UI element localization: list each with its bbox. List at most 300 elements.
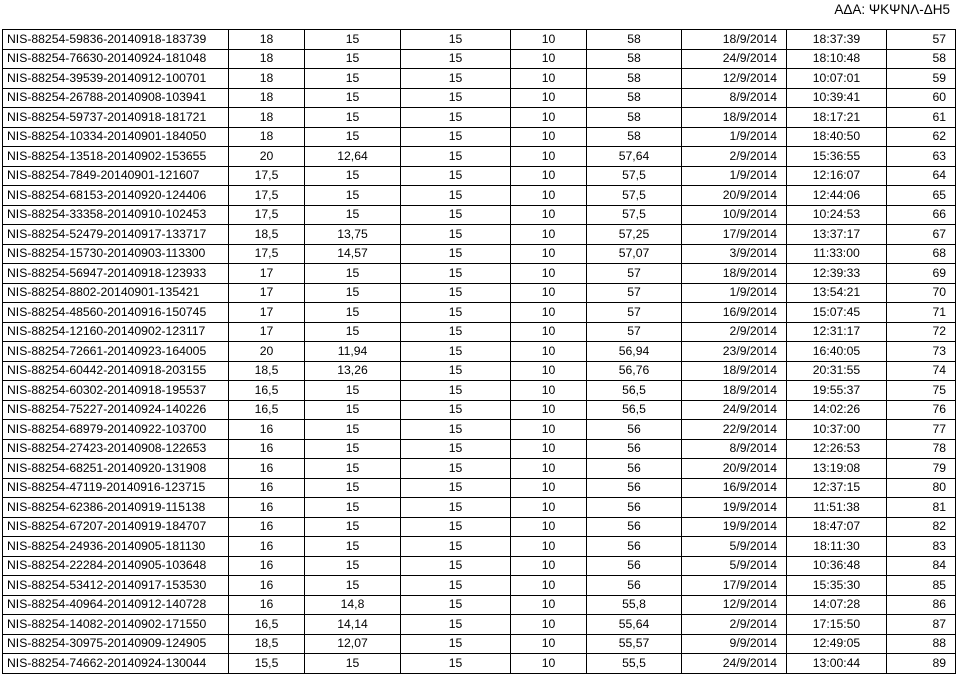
cell-rank: 59	[887, 69, 956, 89]
cell-score-c: 15	[401, 147, 511, 167]
cell-score-d: 10	[511, 381, 587, 401]
cell-rank: 64	[887, 166, 956, 186]
cell-time: 12:49:05	[787, 634, 887, 654]
cell-rank: 57	[887, 30, 956, 50]
cell-score-c: 15	[401, 166, 511, 186]
cell-score-d: 10	[511, 556, 587, 576]
table-row	[3, 576, 956, 596]
cell-score-a: 18,5	[229, 634, 305, 654]
cell-score-d: 10	[511, 127, 587, 147]
cell-date: 19/9/2014	[682, 517, 787, 537]
cell-rank: 81	[887, 498, 956, 518]
cell-total-score: 56,94	[587, 342, 682, 362]
cell-score-a: 16	[229, 478, 305, 498]
cell-time: 18:11:30	[787, 537, 887, 557]
table-row	[3, 459, 956, 479]
cell-total-score: 56	[587, 420, 682, 440]
cell-score-b: 15	[305, 166, 401, 186]
cell-score-b: 13,75	[305, 225, 401, 245]
cell-score-b: 15	[305, 381, 401, 401]
cell-score-b: 15	[305, 303, 401, 323]
table-row	[3, 595, 956, 615]
cell-application-id: NIS-88254-59737-20140918-181721	[3, 108, 229, 128]
cell-date: 18/9/2014	[682, 361, 787, 381]
cell-score-b: 15	[305, 30, 401, 50]
cell-date: 24/9/2014	[682, 654, 787, 674]
cell-score-a: 18	[229, 69, 305, 89]
cell-rank: 86	[887, 595, 956, 615]
cell-time: 13:54:21	[787, 283, 887, 303]
cell-score-b: 15	[305, 205, 401, 225]
cell-score-a: 18	[229, 88, 305, 108]
cell-total-score: 57,64	[587, 147, 682, 167]
cell-score-c: 15	[401, 556, 511, 576]
cell-application-id: NIS-88254-52479-20140917-133717	[3, 225, 229, 245]
cell-date: 16/9/2014	[682, 478, 787, 498]
cell-time: 14:02:26	[787, 400, 887, 420]
cell-score-a: 17	[229, 303, 305, 323]
cell-date: 18/9/2014	[682, 264, 787, 284]
cell-time: 10:37:00	[787, 420, 887, 440]
cell-score-d: 10	[511, 205, 587, 225]
cell-score-a: 17	[229, 322, 305, 342]
cell-application-id: NIS-88254-68251-20140920-131908	[3, 459, 229, 479]
cell-rank: 76	[887, 400, 956, 420]
cell-rank: 83	[887, 537, 956, 557]
cell-time: 18:37:39	[787, 30, 887, 50]
cell-rank: 78	[887, 439, 956, 459]
cell-score-a: 18	[229, 49, 305, 69]
cell-score-a: 18	[229, 30, 305, 50]
cell-score-c: 15	[401, 439, 511, 459]
cell-application-id: NIS-88254-22284-20140905-103648	[3, 556, 229, 576]
table-row	[3, 108, 956, 128]
cell-rank: 70	[887, 283, 956, 303]
cell-application-id: NIS-88254-72661-20140923-164005	[3, 342, 229, 362]
cell-score-a: 16	[229, 420, 305, 440]
cell-date: 1/9/2014	[682, 283, 787, 303]
cell-score-a: 17	[229, 264, 305, 284]
cell-total-score: 55,57	[587, 634, 682, 654]
cell-application-id: NIS-88254-24936-20140905-181130	[3, 537, 229, 557]
cell-score-a: 18	[229, 127, 305, 147]
cell-time: 11:51:38	[787, 498, 887, 518]
cell-total-score: 57,5	[587, 205, 682, 225]
cell-score-b: 15	[305, 69, 401, 89]
cell-score-c: 15	[401, 654, 511, 674]
cell-score-d: 10	[511, 186, 587, 206]
table-row	[3, 88, 956, 108]
cell-score-d: 10	[511, 420, 587, 440]
cell-total-score: 57	[587, 303, 682, 323]
cell-time: 13:37:17	[787, 225, 887, 245]
cell-application-id: NIS-88254-30975-20140909-124905	[3, 634, 229, 654]
cell-score-c: 15	[401, 127, 511, 147]
cell-date: 1/9/2014	[682, 127, 787, 147]
cell-application-id: NIS-88254-75227-20140924-140226	[3, 400, 229, 420]
table-row	[3, 303, 956, 323]
cell-date: 23/9/2014	[682, 342, 787, 362]
table-row	[3, 166, 956, 186]
table-row	[3, 30, 956, 50]
cell-score-c: 15	[401, 49, 511, 69]
cell-score-d: 10	[511, 361, 587, 381]
cell-rank: 63	[887, 147, 956, 167]
cell-score-a: 16	[229, 537, 305, 557]
cell-rank: 66	[887, 205, 956, 225]
cell-rank: 72	[887, 322, 956, 342]
cell-application-id: NIS-88254-56947-20140918-123933	[3, 264, 229, 284]
cell-time: 15:36:55	[787, 147, 887, 167]
cell-date: 9/9/2014	[682, 634, 787, 654]
cell-time: 19:55:37	[787, 381, 887, 401]
cell-score-a: 18	[229, 108, 305, 128]
cell-total-score: 57,25	[587, 225, 682, 245]
cell-score-b: 15	[305, 654, 401, 674]
cell-score-b: 15	[305, 88, 401, 108]
cell-score-d: 10	[511, 634, 587, 654]
cell-score-c: 15	[401, 205, 511, 225]
cell-score-c: 15	[401, 517, 511, 537]
cell-score-d: 10	[511, 69, 587, 89]
cell-score-a: 17	[229, 283, 305, 303]
table-row	[3, 69, 956, 89]
cell-total-score: 56	[587, 439, 682, 459]
cell-total-score: 57	[587, 283, 682, 303]
cell-total-score: 56,76	[587, 361, 682, 381]
table-row	[3, 283, 956, 303]
cell-score-d: 10	[511, 576, 587, 596]
cell-application-id: NIS-88254-59836-20140918-183739	[3, 30, 229, 50]
table-row	[3, 556, 956, 576]
cell-score-a: 16	[229, 556, 305, 576]
cell-rank: 73	[887, 342, 956, 362]
cell-score-c: 15	[401, 361, 511, 381]
cell-application-id: NIS-88254-67207-20140919-184707	[3, 517, 229, 537]
table-row	[3, 322, 956, 342]
cell-total-score: 56	[587, 576, 682, 596]
table-row	[3, 420, 956, 440]
cell-score-b: 15	[305, 186, 401, 206]
cell-application-id: NIS-88254-27423-20140908-122653	[3, 439, 229, 459]
cell-time: 20:31:55	[787, 361, 887, 381]
cell-time: 12:39:33	[787, 264, 887, 284]
cell-score-a: 17,5	[229, 205, 305, 225]
cell-total-score: 57,5	[587, 166, 682, 186]
table-row	[3, 634, 956, 654]
cell-rank: 80	[887, 478, 956, 498]
table-row	[3, 49, 956, 69]
cell-score-d: 10	[511, 225, 587, 245]
cell-total-score: 56	[587, 556, 682, 576]
cell-score-d: 10	[511, 283, 587, 303]
cell-application-id: NIS-88254-53412-20140917-153530	[3, 576, 229, 596]
cell-time: 12:26:53	[787, 439, 887, 459]
cell-time: 12:44:06	[787, 186, 887, 206]
cell-score-b: 14,8	[305, 595, 401, 615]
cell-score-b: 15	[305, 420, 401, 440]
cell-time: 14:07:28	[787, 595, 887, 615]
cell-time: 10:07:01	[787, 69, 887, 89]
cell-score-b: 15	[305, 517, 401, 537]
cell-total-score: 58	[587, 88, 682, 108]
cell-score-c: 15	[401, 322, 511, 342]
cell-score-d: 10	[511, 108, 587, 128]
cell-time: 15:35:30	[787, 576, 887, 596]
cell-score-d: 10	[511, 517, 587, 537]
cell-total-score: 55,8	[587, 595, 682, 615]
cell-application-id: NIS-88254-74662-20140924-130044	[3, 654, 229, 674]
table-row	[3, 615, 956, 635]
cell-application-id: NIS-88254-26788-20140908-103941	[3, 88, 229, 108]
cell-application-id: NIS-88254-8802-20140901-135421	[3, 283, 229, 303]
table-row	[3, 400, 956, 420]
cell-score-d: 10	[511, 654, 587, 674]
cell-score-c: 15	[401, 595, 511, 615]
table-row	[3, 127, 956, 147]
cell-total-score: 56	[587, 478, 682, 498]
cell-application-id: NIS-88254-47119-20140916-123715	[3, 478, 229, 498]
cell-score-d: 10	[511, 244, 587, 264]
cell-total-score: 58	[587, 30, 682, 50]
cell-application-id: NIS-88254-15730-20140903-113300	[3, 244, 229, 264]
cell-score-a: 20	[229, 342, 305, 362]
cell-date: 10/9/2014	[682, 205, 787, 225]
cell-rank: 65	[887, 186, 956, 206]
cell-score-c: 15	[401, 30, 511, 50]
cell-score-d: 10	[511, 30, 587, 50]
cell-rank: 82	[887, 517, 956, 537]
table-row	[3, 517, 956, 537]
cell-rank: 88	[887, 634, 956, 654]
cell-rank: 77	[887, 420, 956, 440]
cell-total-score: 57	[587, 322, 682, 342]
cell-score-a: 16	[229, 517, 305, 537]
cell-score-c: 15	[401, 186, 511, 206]
cell-score-d: 10	[511, 595, 587, 615]
cell-application-id: NIS-88254-39539-20140912-100701	[3, 69, 229, 89]
cell-score-d: 10	[511, 342, 587, 362]
cell-score-d: 10	[511, 322, 587, 342]
table-row	[3, 381, 956, 401]
cell-score-b: 11,94	[305, 342, 401, 362]
cell-time: 15:07:45	[787, 303, 887, 323]
cell-rank: 61	[887, 108, 956, 128]
table-row	[3, 244, 956, 264]
cell-date: 5/9/2014	[682, 537, 787, 557]
cell-rank: 68	[887, 244, 956, 264]
cell-rank: 79	[887, 459, 956, 479]
table-row	[3, 342, 956, 362]
cell-score-a: 17,5	[229, 166, 305, 186]
cell-score-b: 15	[305, 264, 401, 284]
cell-total-score: 56	[587, 498, 682, 518]
cell-score-b: 15	[305, 49, 401, 69]
cell-score-c: 15	[401, 69, 511, 89]
cell-date: 18/9/2014	[682, 30, 787, 50]
cell-score-c: 15	[401, 537, 511, 557]
cell-score-c: 15	[401, 615, 511, 635]
cell-time: 16:40:05	[787, 342, 887, 362]
cell-application-id: NIS-88254-7849-20140901-121607	[3, 166, 229, 186]
cell-score-d: 10	[511, 400, 587, 420]
cell-time: 12:37:15	[787, 478, 887, 498]
cell-date: 2/9/2014	[682, 615, 787, 635]
cell-rank: 60	[887, 88, 956, 108]
cell-application-id: NIS-88254-12160-20140902-123117	[3, 322, 229, 342]
cell-score-a: 18,5	[229, 361, 305, 381]
cell-total-score: 57,07	[587, 244, 682, 264]
table-row	[3, 478, 956, 498]
cell-date: 19/9/2014	[682, 498, 787, 518]
cell-score-a: 16,5	[229, 381, 305, 401]
cell-score-c: 15	[401, 459, 511, 479]
cell-score-b: 15	[305, 556, 401, 576]
cell-rank: 71	[887, 303, 956, 323]
table-row	[3, 186, 956, 206]
cell-date: 16/9/2014	[682, 303, 787, 323]
cell-date: 3/9/2014	[682, 244, 787, 264]
cell-score-a: 16	[229, 439, 305, 459]
cell-rank: 89	[887, 654, 956, 674]
cell-application-id: NIS-88254-76630-20140924-181048	[3, 49, 229, 69]
ada-code: ΑΔΑ: ΨΚΨΝΛ-ΔΗ5	[834, 2, 950, 17]
cell-date: 24/9/2014	[682, 400, 787, 420]
table-row	[3, 439, 956, 459]
cell-score-a: 16	[229, 498, 305, 518]
cell-date: 17/9/2014	[682, 576, 787, 596]
cell-total-score: 57	[587, 264, 682, 284]
cell-total-score: 56,5	[587, 400, 682, 420]
cell-application-id: NIS-88254-60442-20140918-203155	[3, 361, 229, 381]
cell-rank: 69	[887, 264, 956, 284]
cell-score-b: 15	[305, 283, 401, 303]
cell-score-c: 15	[401, 283, 511, 303]
cell-date: 12/9/2014	[682, 69, 787, 89]
cell-application-id: NIS-88254-68979-20140922-103700	[3, 420, 229, 440]
cell-rank: 74	[887, 361, 956, 381]
cell-score-b: 12,64	[305, 147, 401, 167]
cell-date: 22/9/2014	[682, 420, 787, 440]
cell-score-c: 15	[401, 478, 511, 498]
cell-score-b: 15	[305, 478, 401, 498]
cell-application-id: NIS-88254-40964-20140912-140728	[3, 595, 229, 615]
cell-total-score: 57,5	[587, 186, 682, 206]
cell-score-b: 15	[305, 498, 401, 518]
cell-score-c: 15	[401, 576, 511, 596]
cell-score-b: 15	[305, 459, 401, 479]
cell-date: 18/9/2014	[682, 108, 787, 128]
cell-date: 8/9/2014	[682, 88, 787, 108]
cell-application-id: NIS-88254-48560-20140916-150745	[3, 303, 229, 323]
cell-score-b: 15	[305, 322, 401, 342]
cell-rank: 75	[887, 381, 956, 401]
cell-score-b: 15	[305, 108, 401, 128]
cell-score-b: 12,07	[305, 634, 401, 654]
cell-time: 18:47:07	[787, 517, 887, 537]
cell-rank: 67	[887, 225, 956, 245]
cell-total-score: 58	[587, 108, 682, 128]
cell-score-c: 15	[401, 420, 511, 440]
cell-score-d: 10	[511, 147, 587, 167]
cell-score-d: 10	[511, 303, 587, 323]
cell-date: 24/9/2014	[682, 49, 787, 69]
cell-time: 10:36:48	[787, 556, 887, 576]
cell-total-score: 58	[587, 69, 682, 89]
cell-score-d: 10	[511, 166, 587, 186]
cell-score-d: 10	[511, 439, 587, 459]
cell-rank: 62	[887, 127, 956, 147]
cell-time: 13:19:08	[787, 459, 887, 479]
cell-score-a: 16	[229, 576, 305, 596]
cell-score-d: 10	[511, 264, 587, 284]
cell-application-id: NIS-88254-60302-20140918-195537	[3, 381, 229, 401]
cell-score-b: 15	[305, 576, 401, 596]
cell-score-c: 15	[401, 342, 511, 362]
cell-score-a: 18,5	[229, 225, 305, 245]
cell-score-d: 10	[511, 615, 587, 635]
table-row	[3, 537, 956, 557]
cell-score-c: 15	[401, 303, 511, 323]
cell-total-score: 58	[587, 127, 682, 147]
table-body	[3, 30, 956, 674]
cell-score-d: 10	[511, 49, 587, 69]
cell-application-id: NIS-88254-14082-20140902-171550	[3, 615, 229, 635]
cell-total-score: 56	[587, 517, 682, 537]
cell-score-d: 10	[511, 498, 587, 518]
cell-score-b: 14,57	[305, 244, 401, 264]
cell-time: 11:33:00	[787, 244, 887, 264]
cell-score-c: 15	[401, 88, 511, 108]
table-row	[3, 205, 956, 225]
cell-time: 17:15:50	[787, 615, 887, 635]
cell-score-b: 13,26	[305, 361, 401, 381]
cell-rank: 58	[887, 49, 956, 69]
cell-date: 12/9/2014	[682, 595, 787, 615]
cell-score-b: 15	[305, 537, 401, 557]
cell-application-id: NIS-88254-33358-20140910-102453	[3, 205, 229, 225]
table-row	[3, 654, 956, 674]
cell-score-b: 15	[305, 400, 401, 420]
table-row	[3, 225, 956, 245]
cell-time: 18:17:21	[787, 108, 887, 128]
cell-time: 18:40:50	[787, 127, 887, 147]
cell-score-d: 10	[511, 88, 587, 108]
cell-score-c: 15	[401, 498, 511, 518]
cell-time: 13:00:44	[787, 654, 887, 674]
cell-score-a: 16	[229, 459, 305, 479]
cell-score-c: 15	[401, 381, 511, 401]
cell-date: 5/9/2014	[682, 556, 787, 576]
cell-score-d: 10	[511, 459, 587, 479]
cell-time: 12:31:17	[787, 322, 887, 342]
cell-total-score: 56,5	[587, 381, 682, 401]
cell-score-c: 15	[401, 634, 511, 654]
cell-total-score: 56	[587, 459, 682, 479]
cell-score-a: 20	[229, 147, 305, 167]
cell-total-score: 55,5	[587, 654, 682, 674]
cell-date: 2/9/2014	[682, 147, 787, 167]
cell-score-a: 17,5	[229, 244, 305, 264]
cell-total-score: 55,64	[587, 615, 682, 635]
cell-score-a: 16,5	[229, 400, 305, 420]
cell-date: 18/9/2014	[682, 381, 787, 401]
cell-score-a: 17,5	[229, 186, 305, 206]
cell-total-score: 58	[587, 49, 682, 69]
cell-time: 12:16:07	[787, 166, 887, 186]
cell-score-b: 15	[305, 439, 401, 459]
cell-score-a: 16,5	[229, 615, 305, 635]
